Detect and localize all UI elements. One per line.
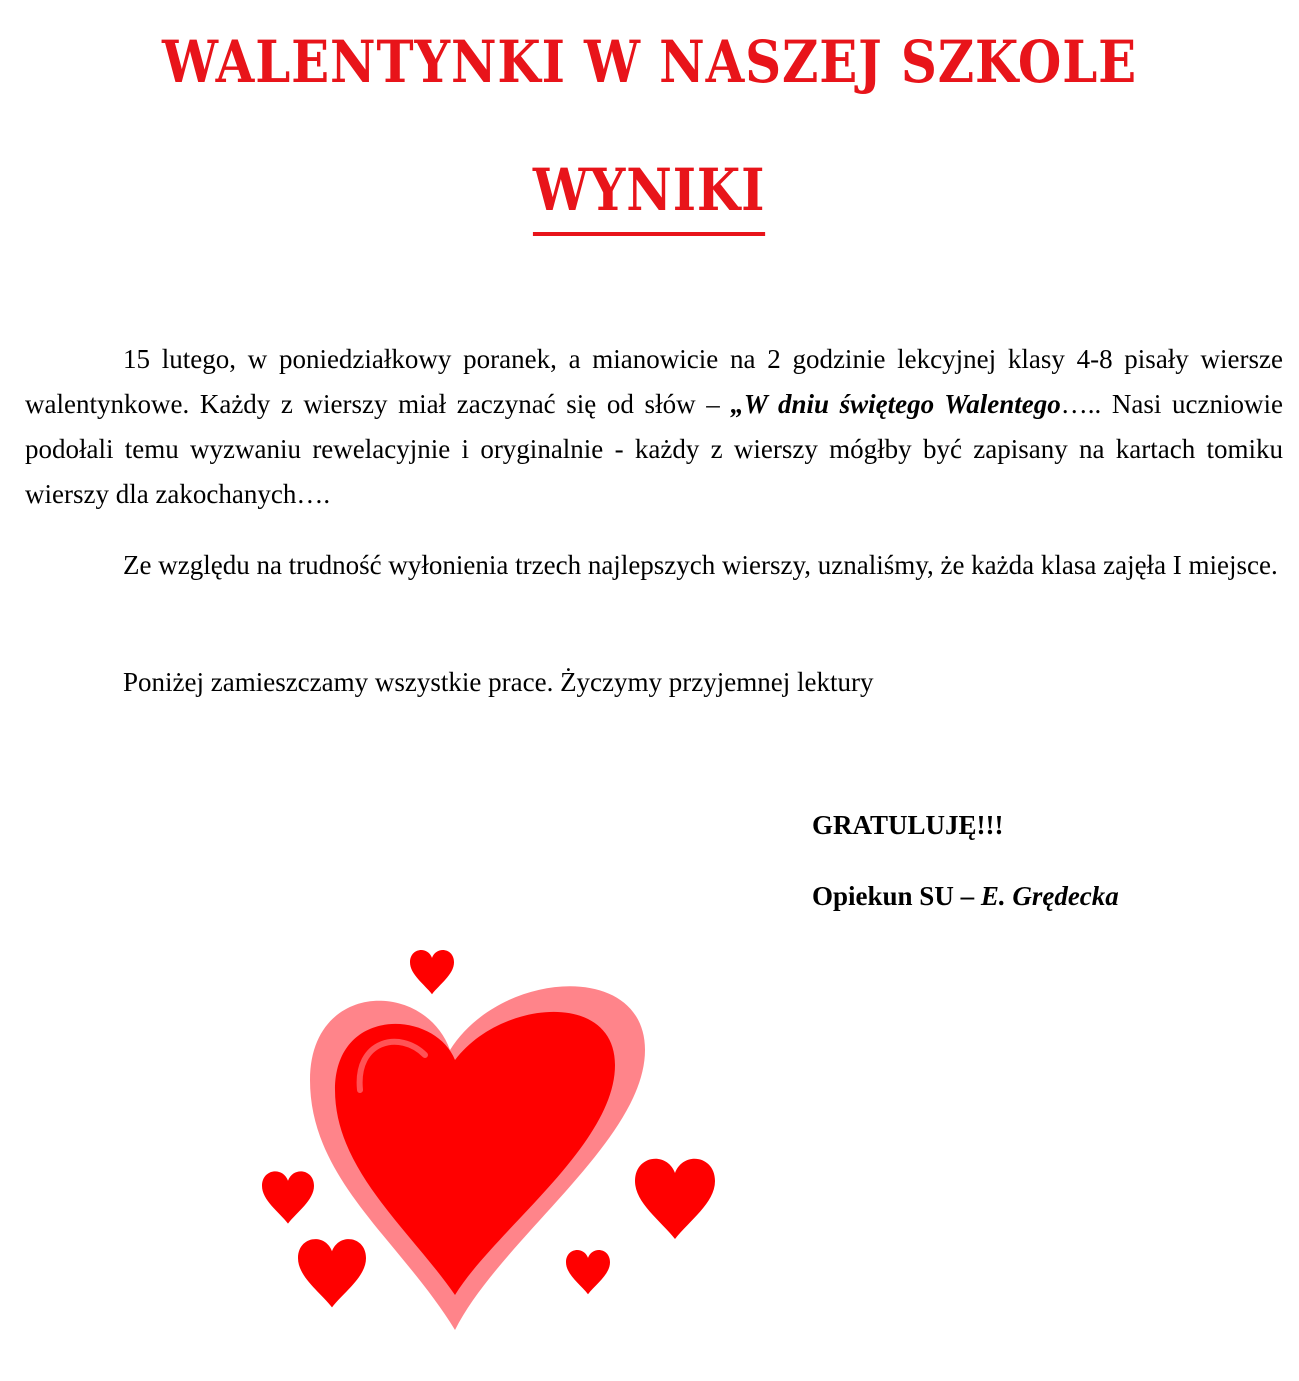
results-paragraph: Ze względu na trudność wyłonienia trzech najlepszych wierszy, uznaliśmy, że każda klasa zajęła I miejsce.: [123, 550, 1278, 580]
signature-name: E. Grędecka: [980, 881, 1119, 911]
intro-paragraph: [25, 337, 1283, 517]
hearts-illustration: [250, 940, 730, 1340]
intro-text-start: 15 lutego, w poniedziałkowy poranek, a mianowicie na 2 godzinie lekcyjnej klasy 4-8 pisały wiersze walentynkowe. Każdy z wierszy miał zaczynać się od słów –: [25, 344, 1283, 419]
page-subtitle: [0, 150, 1299, 236]
signature: [812, 874, 1119, 919]
small-heart-icon: [635, 1159, 715, 1239]
intro-text-end: ….. Nasi uczniowie podołali temu wyzwaniu rewelacyjnie i oryginalnie - każdy z wierszy mógłby być zapisany na kartach tomiku wierszy dla zakochanych….: [25, 389, 1284, 509]
page-title: WALENTYNKI W NASZEJ SZKOLE: [161, 28, 1138, 96]
small-heart-icon: [566, 1250, 610, 1294]
small-heart-icon: [298, 1239, 366, 1307]
closing-paragraph: Poniżej zamieszczamy wszystkie prace. Życzymy przyjemnej lektury: [123, 667, 874, 697]
congratulations-text: GRATULUJĘ!!!: [812, 810, 1004, 840]
small-heart-icon: [410, 950, 454, 994]
poem-opening-quote: „W dniu świętego Walentego: [730, 389, 1061, 419]
page-subtitle-text: WYNIKI: [533, 150, 765, 236]
signature-role: Opiekun SU –: [812, 881, 981, 911]
small-heart-icon: [262, 1171, 314, 1223]
